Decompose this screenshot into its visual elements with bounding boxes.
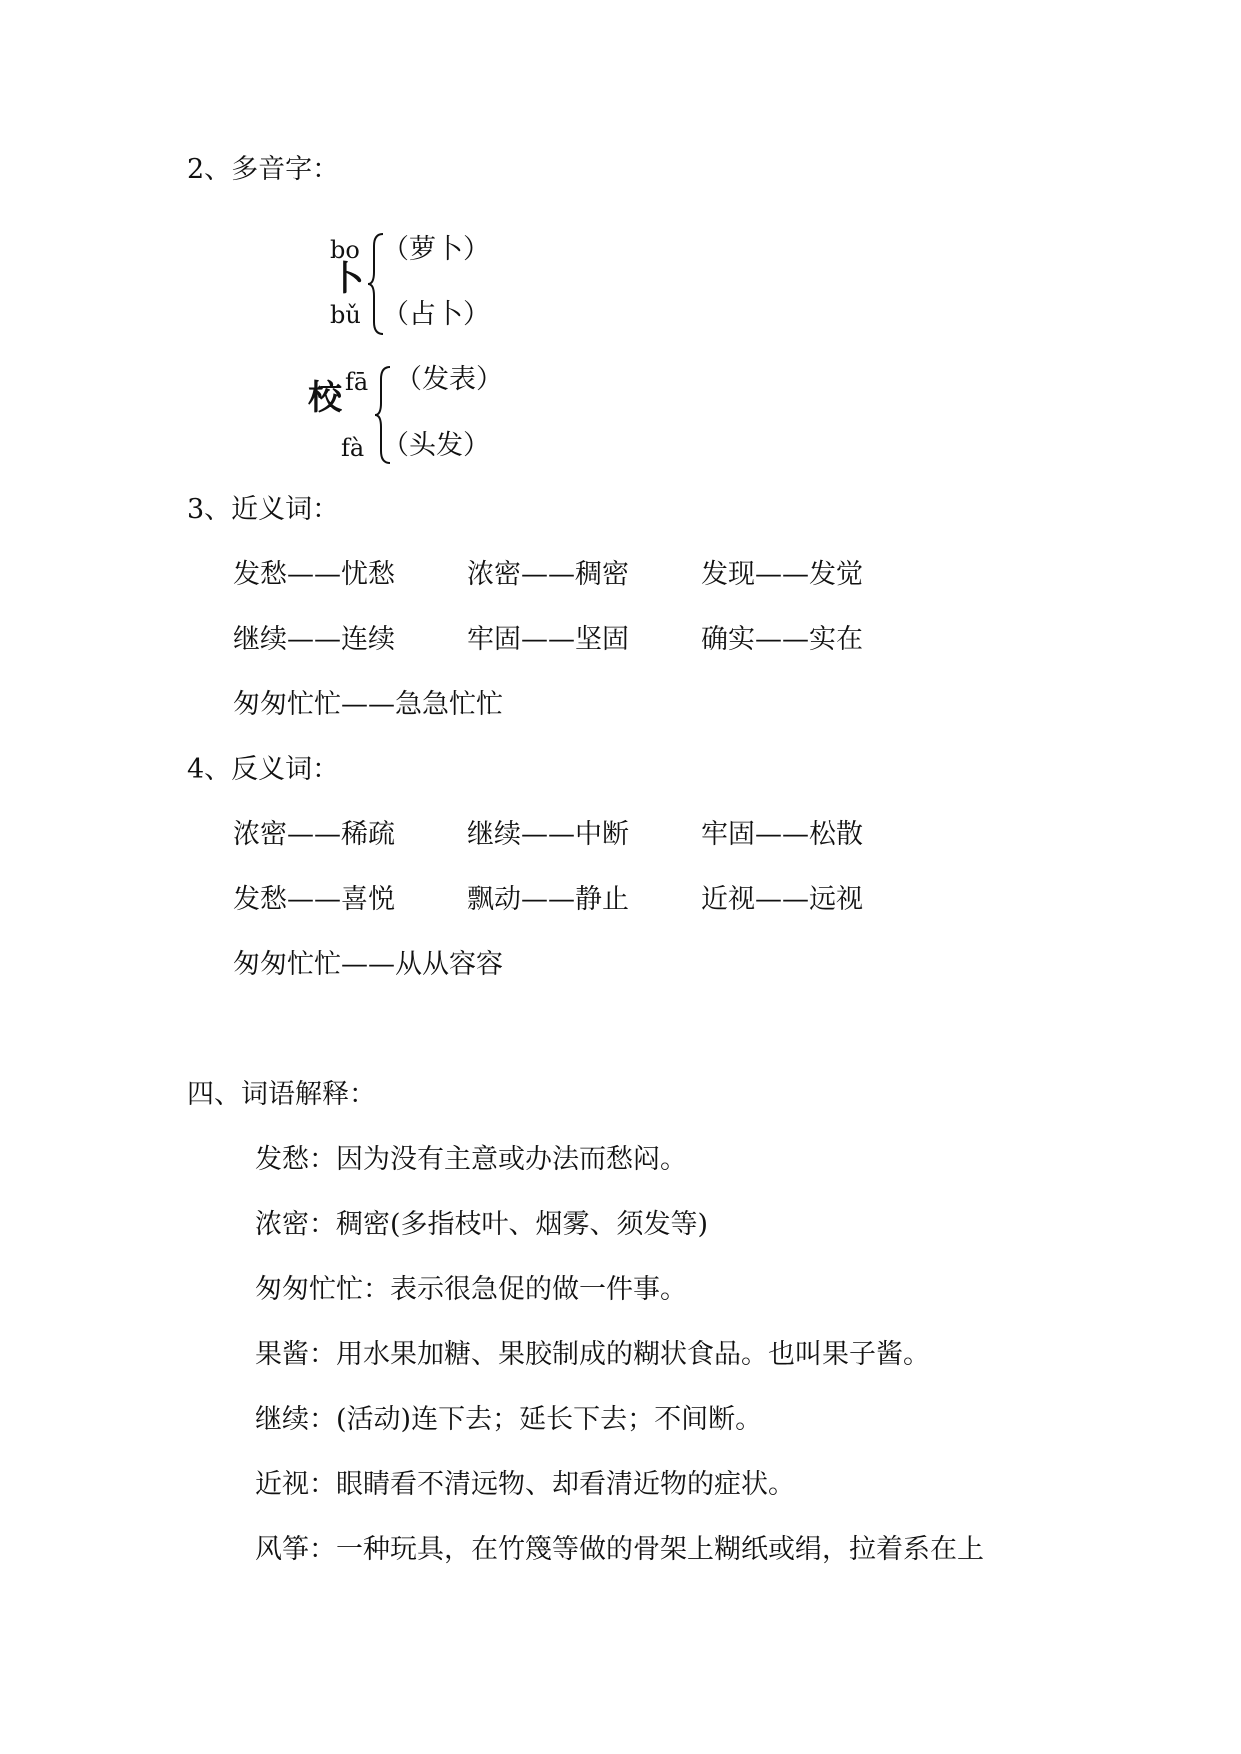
glossary-entry: 匆匆忙忙：表示很急促的做一件事。 xyxy=(255,1274,687,1305)
antonym-pair: 浓密——稀疏 xyxy=(233,819,395,850)
pinyin-reading: bǔ xyxy=(330,301,361,329)
antonym-pair: 近视——远视 xyxy=(701,884,863,915)
example-word: （萝卜） xyxy=(382,234,490,265)
polyphonic-char: 校 xyxy=(308,378,342,418)
glossary-entry: 果酱：用水果加糖、果胶制成的糊状食品。也叫果子酱。 xyxy=(255,1339,930,1370)
antonym-pair: 匆匆忙忙——从从容容 xyxy=(233,949,503,980)
glossary-entry: 风筝：一种玩具，在竹篾等做的骨架上糊纸或绢，拉着系在上 xyxy=(255,1534,984,1565)
glossary-heading: 四、词语解释： xyxy=(187,1079,376,1110)
example-word: （占卜） xyxy=(382,299,490,330)
glossary-entry: 发愁：因为没有主意或办法而愁闷。 xyxy=(255,1144,687,1175)
glossary-entry: 继续：(活动)连下去；延长下去；不间断。 xyxy=(255,1404,763,1435)
antonym-pair: 发愁——喜悦 xyxy=(233,884,395,915)
pinyin-reading: fā xyxy=(345,368,369,396)
antonym-pair: 飘动——静止 xyxy=(467,884,629,915)
pinyin-reading: bo xyxy=(330,236,360,264)
synonym-pair: 发愁——忧愁 xyxy=(233,559,395,590)
synonyms-heading: 3、近义词： xyxy=(187,494,340,525)
pinyin-reading: fà xyxy=(341,434,365,462)
glossary-entry: 浓密：稠密(多指枝叶、烟雾、须发等) xyxy=(255,1209,709,1240)
synonym-pair: 牢固——坚固 xyxy=(467,624,629,655)
synonym-pair: 继续——连续 xyxy=(233,624,395,655)
example-word: （头发） xyxy=(382,430,490,461)
synonym-pair: 确实——实在 xyxy=(701,624,863,655)
synonym-pair: 匆匆忙忙——急急忙忙 xyxy=(233,689,503,720)
antonyms-heading: 4、反义词： xyxy=(187,754,340,785)
antonym-pair: 牢固——松散 xyxy=(701,819,863,850)
synonym-pair: 浓密——稠密 xyxy=(467,559,629,590)
example-word: （发表） xyxy=(395,364,503,395)
glossary-entry: 近视：眼睛看不清远物、却看清近物的症状。 xyxy=(255,1469,795,1500)
synonym-pair: 发现——发觉 xyxy=(701,559,863,590)
polyphonic-heading: 2、多音字： xyxy=(187,154,340,185)
polyphonic-char: 卜 xyxy=(330,259,364,299)
antonym-pair: 继续——中断 xyxy=(467,819,629,850)
